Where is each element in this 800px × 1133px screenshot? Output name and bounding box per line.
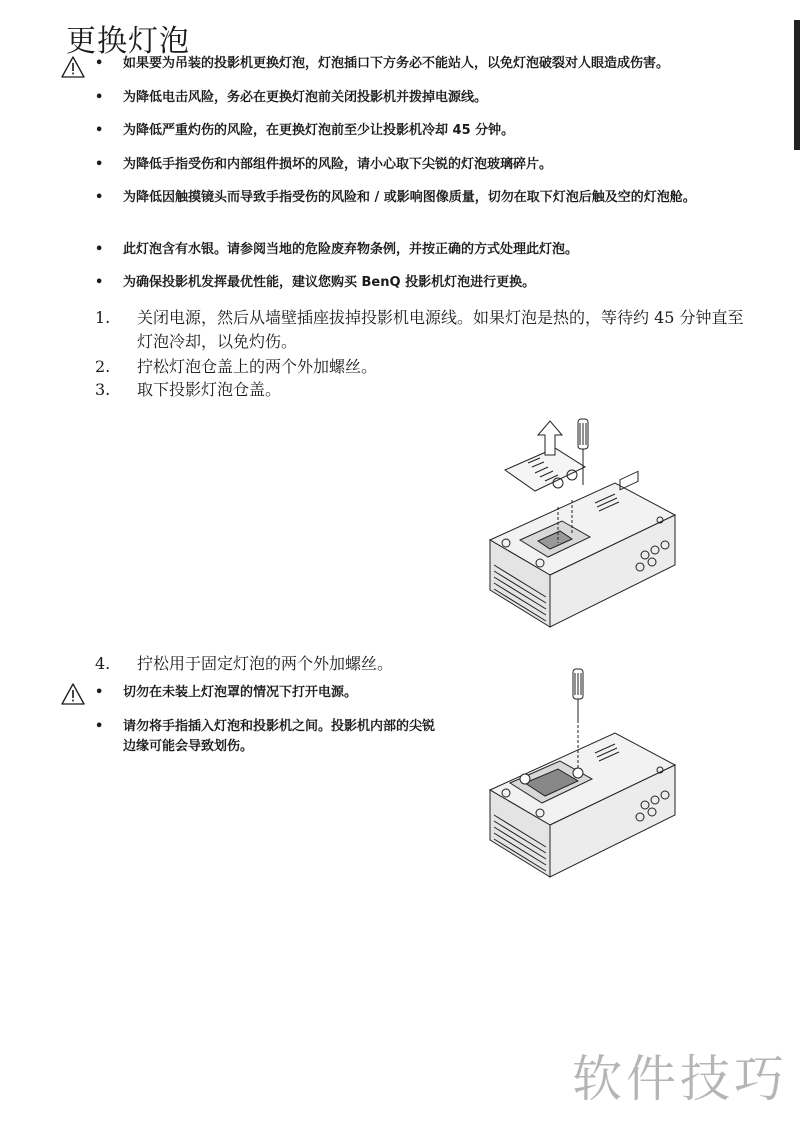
warning-text: 如果要为吊装的投影机更换灯泡，灯泡插口下方务必不能站人，以免灯泡破裂对人眼造成伤害。 — [123, 56, 670, 71]
bullet: • — [95, 242, 104, 257]
step-text: 关闭电源，然后从墙壁插座拔掉投影机电源线。如果灯泡是热的，等待约 45 分钟直至灯泡冷却，以免灼伤。 — [137, 308, 744, 351]
bullet: • — [95, 719, 104, 734]
warning-item — [95, 240, 745, 260]
watermark: 软件技巧 — [572, 1050, 788, 1108]
warning-item — [95, 121, 745, 141]
step-item — [95, 355, 745, 379]
warning-text: 为降低手指受伤和内部组件损坏的风险，请小心取下尖锐的灯泡玻璃碎片。 — [123, 157, 553, 172]
bullet: • — [95, 56, 104, 71]
warning-item — [95, 155, 745, 175]
step-number: 1. — [95, 308, 111, 327]
step-item — [95, 378, 745, 402]
step-number: 2. — [95, 357, 111, 376]
bullet: • — [95, 190, 104, 205]
step-number: 4. — [95, 654, 111, 673]
edge-bar — [794, 20, 800, 150]
warning-text: 为降低因触摸镜头而导致手指受伤的风险和 / 或影响图像质量，切勿在取下灯泡后触及空的灯泡舱。 — [123, 190, 696, 205]
bullet: • — [95, 275, 104, 290]
warning-text: 切勿在未装上灯泡罩的情况下打开电源。 — [123, 685, 358, 700]
step-number: 3. — [95, 380, 111, 399]
step-text: 取下投影灯泡仓盖。 — [137, 380, 282, 399]
bullet: • — [95, 123, 104, 138]
warning-text: 为降低严重灼伤的风险，在更换灯泡前至少让投影机冷却 45 分钟。 — [123, 123, 515, 138]
warning-item — [95, 88, 745, 108]
warning-item — [95, 188, 745, 208]
bullet: • — [95, 157, 104, 172]
warning-item — [95, 717, 435, 757]
warning-text: 为确保投影机发挥最优性能，建议您购买 BenQ 投影机灯泡进行更换。 — [123, 275, 536, 290]
warning-text: 请勿将手指插入灯泡和投影机之间。投影机内部的尖锐边缘可能会导致划伤。 — [123, 719, 436, 754]
projector-cover-removal-illustration — [480, 415, 690, 635]
warning-item — [95, 54, 745, 74]
warning-item — [95, 683, 435, 703]
step-item — [95, 306, 745, 354]
lamp-screw-illustration — [480, 665, 690, 885]
step-text: 拧松用于固定灯泡的两个外加螺丝。 — [137, 654, 394, 673]
warning-item — [95, 273, 745, 293]
warning-icon — [60, 55, 86, 79]
bullet: • — [95, 685, 104, 700]
warning-icon — [60, 682, 86, 706]
warning-text: 此灯泡含有水银。请参阅当地的危险废弃物条例，并按正确的方式处理此灯泡。 — [123, 242, 579, 257]
step-text: 拧松灯泡仓盖上的两个外加螺丝。 — [137, 357, 378, 376]
bullet: • — [95, 90, 104, 105]
warning-text: 为降低电击风险，务必在更换灯泡前关闭投影机并拨掉电源线。 — [123, 90, 488, 105]
page-title: 更换灯泡 — [66, 24, 190, 59]
